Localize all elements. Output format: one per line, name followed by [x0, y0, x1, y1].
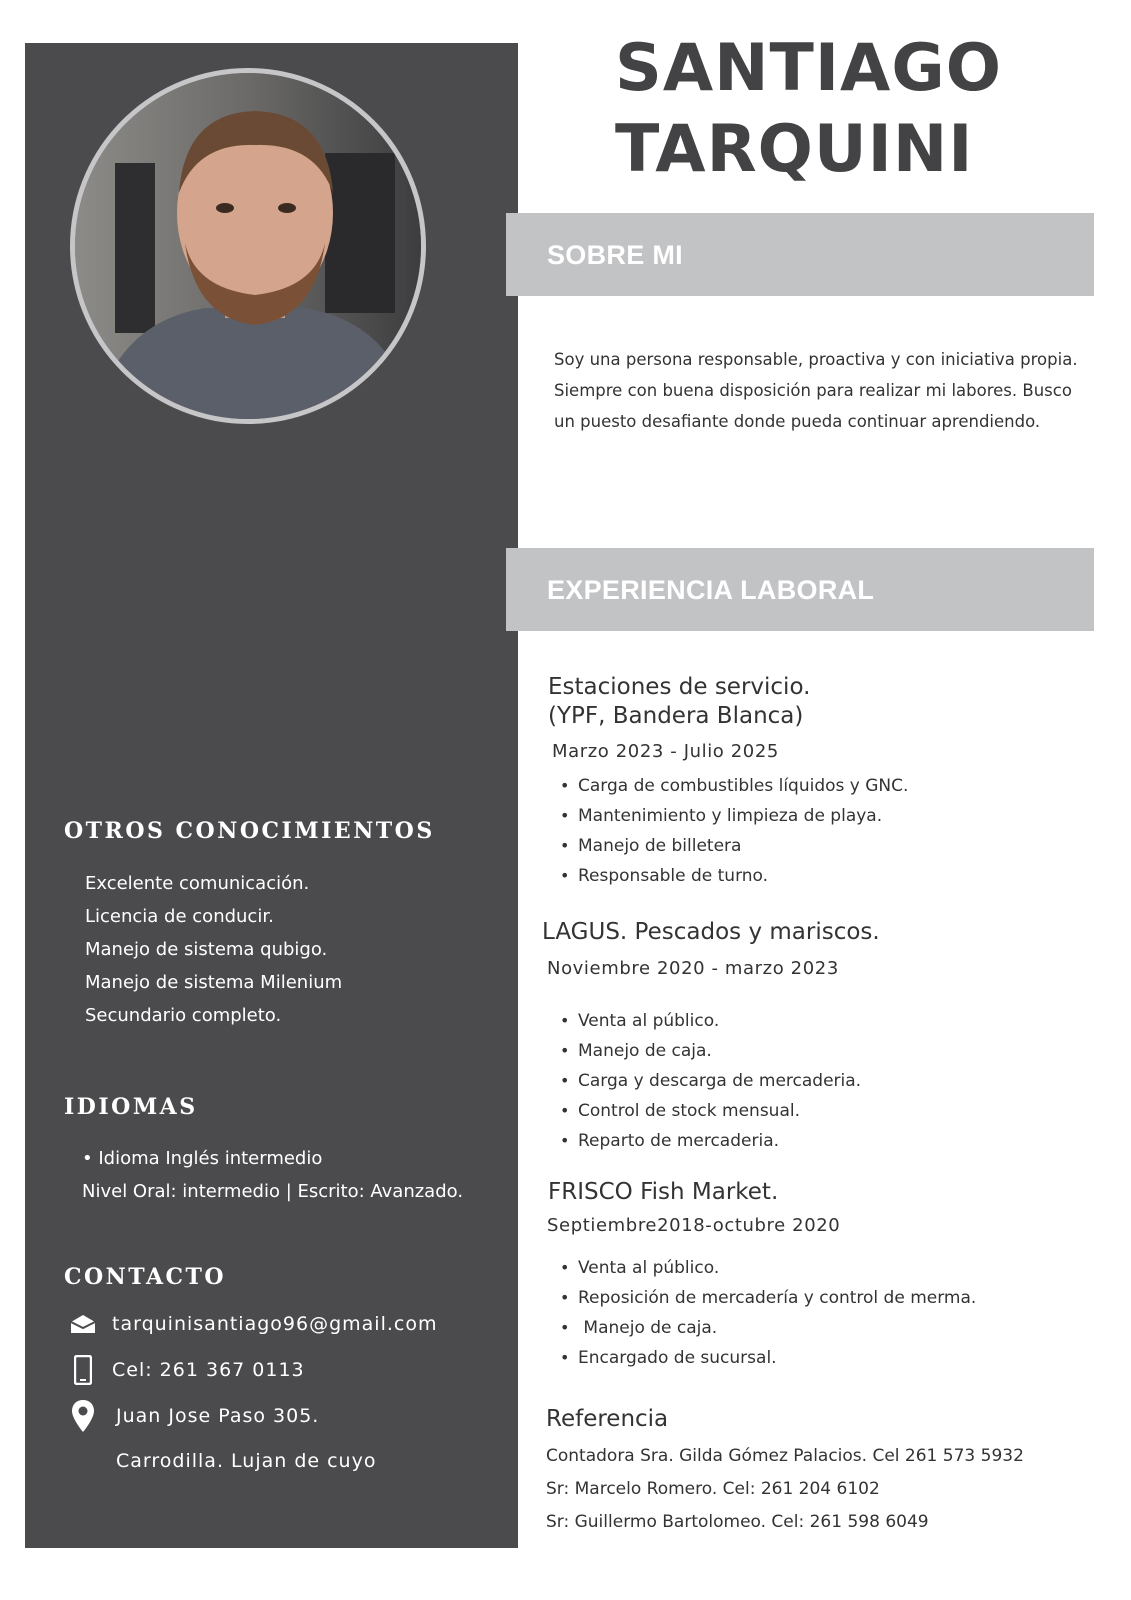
- candidate-name: [615, 28, 1002, 190]
- contact-email[interactable]: [68, 1307, 437, 1341]
- references-list: [546, 1440, 1024, 1539]
- job-title-line: LAGUS. Pescados y mariscos.: [542, 919, 880, 945]
- job-dates: Noviembre 2020 - marzo 2023: [547, 958, 839, 979]
- address-line-1: Juan Jose Paso 305.: [116, 1405, 320, 1427]
- languages-heading: IDIOMAS: [64, 1094, 198, 1120]
- list-item: Manejo de sistema qubigo.: [85, 939, 328, 960]
- language-item: • Idioma Inglés intermedio: [82, 1148, 323, 1169]
- list-item: • Manejo de caja.: [560, 1313, 976, 1343]
- address-line-2: Carrodilla. Lujan de cuyo: [116, 1450, 377, 1472]
- list-item: Licencia de conducir.: [85, 906, 274, 927]
- job-duties: [560, 771, 908, 891]
- location-pin-icon: [68, 1397, 98, 1435]
- job-title-line: FRISCO Fish Market.: [548, 1179, 779, 1205]
- list-item: • Carga de combustibles líquidos y GNC.: [560, 771, 908, 801]
- reference-item: Contadora Sra. Gilda Gómez Palacios. Cel 261 573 5932: [546, 1446, 1024, 1466]
- list-item: • Reposición de mercadería y control de merma.: [560, 1283, 976, 1313]
- list-item: • Responsable de turno.: [560, 861, 908, 891]
- about-band: [506, 213, 1094, 296]
- job-duties: [560, 1006, 861, 1156]
- list-item: • Venta al público.: [560, 1006, 861, 1036]
- job-dates: Septiembre2018-octubre 2020: [547, 1215, 841, 1236]
- list-item: • Encargado de sucursal.: [560, 1343, 976, 1373]
- email-text[interactable]: tarquinisantiago96@gmail.com: [112, 1313, 438, 1335]
- reference-item: Sr: Marcelo Romero. Cel: 261 204 6102: [546, 1479, 880, 1499]
- list-item: Secundario completo.: [85, 1005, 282, 1026]
- job-title: [548, 1178, 778, 1207]
- list-item: • Mantenimiento y limpieza de playa.: [560, 801, 908, 831]
- about-line: Soy una persona responsable, proactiva y con iniciativa propia.: [554, 350, 1078, 369]
- job-title-line: Estaciones de servicio.: [548, 674, 811, 700]
- about-line: un puesto desafiante donde pueda continuar aprendiendo.: [554, 412, 1041, 431]
- skills-list: [85, 867, 342, 1032]
- reference-item: Sr: Guillermo Bartolomeo. Cel: 261 598 6049: [546, 1512, 929, 1532]
- job-duties: [560, 1253, 976, 1373]
- list-item: Manejo de sistema Milenium: [85, 972, 343, 993]
- experience-band: [506, 548, 1094, 631]
- list-item: • Venta al público.: [560, 1253, 976, 1283]
- list-item: Excelente comunicación.: [85, 873, 310, 894]
- languages-list: [82, 1142, 463, 1208]
- language-level: Nivel Oral: intermedio | Escrito: Avanzado.: [82, 1181, 464, 1202]
- contact-phone[interactable]: [68, 1353, 305, 1387]
- list-item: • Control de stock mensual.: [560, 1096, 861, 1126]
- job-title: [542, 918, 880, 947]
- contact-address: [68, 1397, 319, 1435]
- list-item: • Reparto de mercaderia.: [560, 1126, 861, 1156]
- first-name: SANTIAGO: [615, 31, 1002, 106]
- list-item: • Manejo de caja.: [560, 1036, 861, 1066]
- skills-heading: OTROS CONOCIMIENTOS: [64, 818, 435, 844]
- job-dates: Marzo 2023 - Julio 2025: [552, 741, 779, 762]
- profile-photo: [70, 68, 426, 424]
- contact-heading: CONTACTO: [64, 1264, 227, 1290]
- job-title: [548, 673, 810, 731]
- about-heading: SOBRE MI: [547, 240, 683, 270]
- mobile-phone-icon: [68, 1353, 98, 1387]
- phone-text[interactable]: Cel: 261 367 0113: [112, 1359, 305, 1381]
- about-line: Siempre con buena disposición para realizar mi labores. Busco: [554, 381, 1072, 400]
- list-item: • Carga y descarga de mercaderia.: [560, 1066, 861, 1096]
- experience-heading: EXPERIENCIA LABORAL: [547, 575, 875, 605]
- envelope-icon: [68, 1307, 98, 1341]
- list-item: • Manejo de billetera: [560, 831, 908, 861]
- about-text: [554, 344, 1099, 437]
- references-heading: Referencia: [546, 1406, 669, 1432]
- job-title-line: (YPF, Bandera Blanca): [548, 703, 804, 729]
- last-name: TARQUINI: [615, 112, 974, 187]
